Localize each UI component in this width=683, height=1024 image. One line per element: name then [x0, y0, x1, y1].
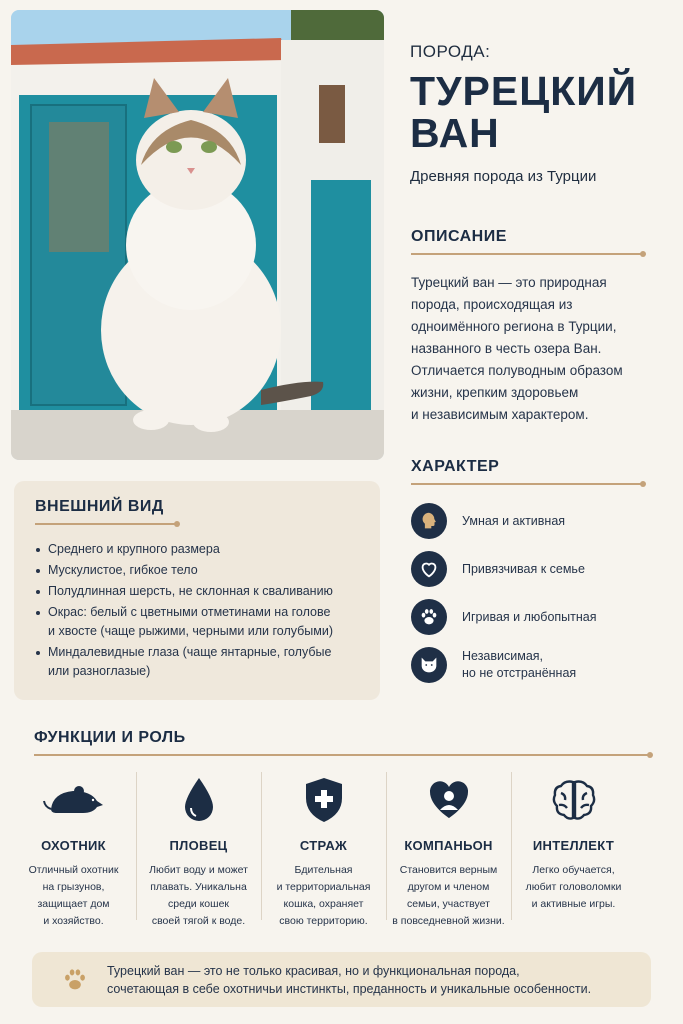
footer-text-line: Турецкий ван — это не только красивая, но и функциональная порода, — [107, 963, 520, 978]
character-label-line: Умная и активная — [462, 513, 566, 528]
function-title: КОМПАНЬОН — [404, 838, 493, 853]
character-label — [462, 561, 585, 578]
footer-text-line: сочетающая в себе охотничьи инстинкты, преданность и уникальные особенности. — [107, 981, 592, 996]
breed-name-line: ТУРЕЦКИЙ — [410, 68, 638, 114]
character-section — [411, 458, 643, 695]
list-item-text: Мускулистое, гибкое тело — [48, 563, 198, 577]
footer-summary — [32, 952, 651, 1007]
description-line: и независимым характером. — [411, 407, 589, 422]
heart-icon — [411, 551, 447, 587]
list-item — [35, 582, 360, 601]
cat-face-icon — [411, 647, 447, 683]
function-text-line: любит головоломки — [525, 881, 622, 893]
character-item — [411, 551, 643, 587]
list-item-text: и хвосте (чаще рыжими, черными или голубыми) — [48, 624, 334, 638]
character-label-line: но не отстранённая — [462, 666, 577, 680]
footer-text — [107, 962, 591, 998]
section-divider — [35, 523, 177, 525]
function-text-line: другом и членом — [407, 881, 490, 893]
list-item-text: Полудлинная шерсть, не склонная к сваливанию — [48, 584, 333, 598]
appearance-list — [35, 540, 360, 681]
function-item — [136, 772, 261, 932]
breed-subtitle: Древняя порода из Турции — [410, 168, 597, 185]
function-item — [11, 772, 136, 932]
character-label — [462, 513, 565, 530]
section-divider — [34, 754, 650, 756]
list-item — [35, 540, 360, 559]
function-title: ПЛОВЕЦ — [169, 838, 228, 853]
function-text-line: Становится верным — [399, 864, 498, 876]
function-text-line: своей тягой к воде. — [151, 915, 246, 927]
function-text-line: среди кошек — [167, 898, 230, 910]
description-line: жизни, крепким здоровьем — [411, 385, 579, 400]
function-text-line: Отличный охотник — [28, 864, 119, 876]
function-text-line: семьи, участвует — [407, 898, 490, 910]
function-text — [143, 862, 254, 930]
function-text — [520, 862, 628, 913]
shield-cross-icon — [303, 772, 345, 828]
character-item — [411, 503, 643, 539]
section-heading: ВНЕШНИЙ ВИД — [35, 498, 164, 515]
list-item — [35, 603, 360, 641]
description-line: названного в честь озера Ван. — [411, 341, 602, 356]
character-label-line: Игривая и любопытная — [462, 609, 597, 624]
cat-photo — [11, 10, 384, 460]
function-title: ИНТЕЛЛЕКТ — [532, 838, 615, 853]
character-list — [411, 503, 643, 683]
list-item-text: Среднего и крупного размера — [48, 542, 220, 556]
description-line: порода, происходящая из — [411, 297, 573, 312]
list-item-text: Окрас: белый с цветными отметинами на голове — [48, 605, 331, 619]
description-line: Турецкий ван — это природная — [411, 275, 607, 290]
section-heading: ФУНКЦИИ И РОЛЬ — [34, 729, 186, 746]
mouse-icon — [43, 772, 105, 828]
list-item-text: Миндалевидные глаза (чаще янтарные, голубые — [48, 645, 332, 659]
function-text-line: на грызунов, — [42, 881, 105, 893]
character-label-line: Независимая, — [462, 649, 544, 663]
paw-icon — [57, 966, 93, 994]
function-item — [261, 772, 386, 932]
section-heading: ХАРАКТЕР — [411, 458, 500, 475]
function-text-line: и активные игры. — [531, 898, 616, 910]
list-item — [35, 643, 360, 681]
function-text-line: Любит воду и может — [149, 864, 248, 876]
section-divider — [411, 483, 643, 485]
brain-icon — [551, 772, 597, 828]
function-text-line: и хозяйство. — [43, 915, 104, 927]
function-title: СТРАЖ — [299, 838, 348, 853]
character-item — [411, 647, 643, 683]
heart-person-icon — [427, 772, 471, 828]
function-item — [386, 772, 511, 932]
function-text-line: плавать. Уникальна — [150, 881, 247, 893]
section-heading: ОПИСАНИЕ — [411, 228, 507, 245]
cat-photo-illustration — [11, 10, 384, 460]
description-text — [411, 272, 643, 426]
list-item-text: или разноглазые) — [48, 664, 151, 678]
function-text — [23, 862, 125, 930]
character-label — [462, 609, 597, 626]
function-text — [271, 862, 377, 930]
functions-section — [34, 729, 650, 756]
appearance-card — [14, 481, 380, 700]
function-title: ОХОТНИК — [41, 838, 106, 853]
character-label — [462, 648, 576, 682]
function-text-line: Легко обучается, — [532, 864, 615, 876]
function-text-line: и территориальная — [276, 881, 371, 893]
section-divider — [411, 253, 643, 255]
function-text-line: кошка, охраняет — [283, 898, 364, 910]
functions-row — [11, 772, 661, 932]
list-item — [35, 561, 360, 580]
character-label-line: Привязчивая к семье — [462, 561, 585, 576]
function-text-line: Бдительная — [294, 864, 353, 876]
paw-icon — [411, 599, 447, 635]
function-text — [386, 862, 510, 930]
breed-prefix: ПОРОДА: — [410, 42, 491, 61]
breed-name-line: ВАН — [410, 110, 500, 156]
function-text-line: свою территорию. — [279, 915, 368, 927]
description-line: Отличается полуводным образом — [411, 363, 623, 378]
function-text-line: защищает дом — [37, 898, 110, 910]
description-section — [411, 228, 643, 426]
character-item — [411, 599, 643, 635]
head-icon — [411, 503, 447, 539]
water-drop-icon — [182, 772, 216, 828]
breed-name — [410, 70, 650, 154]
function-item — [511, 772, 636, 932]
description-line: одноимённого региона в Турции, — [411, 319, 617, 334]
breed-header — [410, 42, 650, 185]
function-text-line: в повседневной жизни. — [392, 915, 505, 927]
